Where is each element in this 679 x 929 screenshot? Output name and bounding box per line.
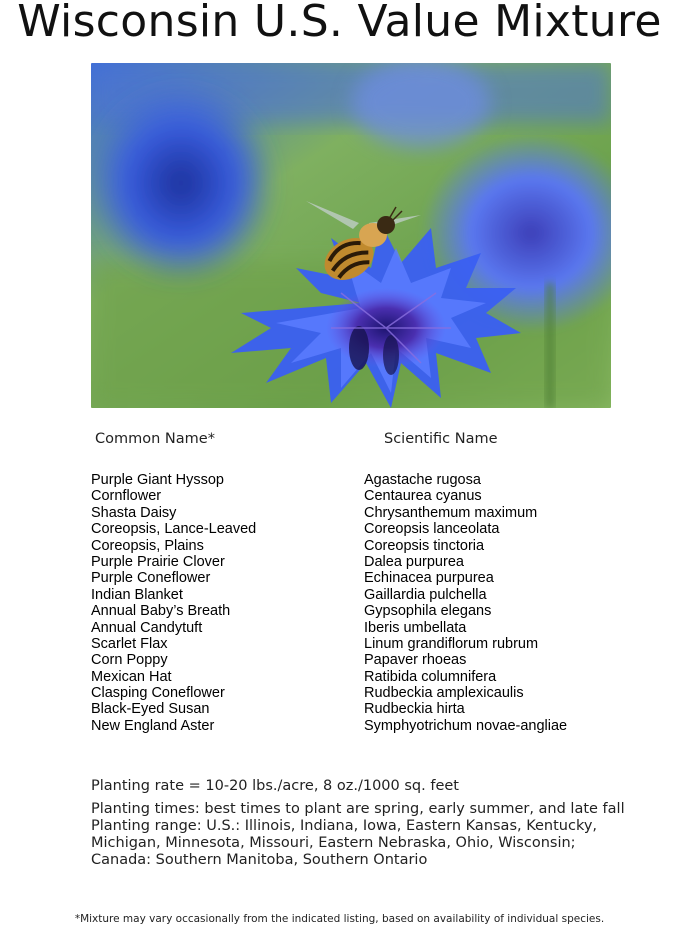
common-name: Purple Giant Hyssop [91, 472, 224, 488]
common-name: Corn Poppy [91, 652, 168, 669]
scientific-name: Coreopsis tinctoria [364, 537, 485, 554]
common-name: Purple Prairie Clover [91, 553, 225, 570]
planting-times: Planting times: best times to plant are spring, early summer, and late fall [91, 801, 625, 817]
common-name: Annual Baby’s Breath [91, 603, 231, 620]
common-name: Cornflower [91, 488, 162, 505]
scientific-name-list [364, 472, 567, 734]
common-name: Clasping Coneflower [91, 685, 225, 702]
common-name: Indian Blanket [91, 586, 183, 603]
scientific-name: Symphyotrichum novae-angliae [364, 717, 568, 734]
common-name-header: Common Name* [95, 431, 215, 447]
planting-info [91, 801, 651, 869]
planting-range-line: Planting range: U.S.: Illinois, Indiana, Iowa, Eastern Kansas, Kentucky, [91, 818, 598, 834]
scientific-name: Linum grandiflorum rubrum [364, 635, 539, 652]
scientific-name: Chrysanthemum maximum [364, 504, 538, 521]
planting-range-line: Canada: Southern Manitoba, Southern Ontario [91, 852, 428, 868]
common-name: Coreopsis, Plains [91, 537, 204, 554]
page-title: Wisconsin U.S. Value Mixture [17, 0, 662, 47]
common-name: New England Aster [91, 717, 215, 734]
scientific-name: Ratibida columnifera [364, 668, 497, 685]
common-name-list [91, 472, 256, 734]
common-name: Scarlet Flax [91, 635, 168, 652]
planting-range-line: Michigan, Minnesota, Missouri, Eastern Nebraska, Ohio, Wisconsin; [91, 835, 576, 851]
scientific-name: Gaillardia pulchella [364, 586, 487, 603]
scientific-name: Papaver rhoeas [364, 652, 467, 669]
common-name: Annual Candytuft [91, 619, 203, 636]
scientific-name: Iberis umbellata [364, 619, 467, 636]
scientific-name: Dalea purpurea [364, 553, 464, 570]
scientific-name: Gypsophila elegans [364, 603, 492, 620]
scientific-name: Agastache rugosa [364, 472, 481, 488]
scientific-name: Coreopsis lanceolata [364, 521, 500, 538]
common-name: Shasta Daisy [91, 504, 177, 521]
common-name: Mexican Hat [91, 668, 172, 685]
bee-on-cornflower-photo [91, 63, 611, 408]
scientific-name: Echinacea purpurea [364, 570, 494, 587]
common-name: Purple Coneflower [91, 570, 211, 587]
footnote: *Mixture may vary occasionally from the indicated listing, based on availability of individual species. [74, 913, 605, 925]
scientific-name: Rudbeckia amplexicaulis [364, 685, 524, 702]
scientific-name: Rudbeckia hirta [364, 701, 465, 718]
scientific-name-header: Scientific Name [384, 431, 498, 447]
common-name: Black-Eyed Susan [91, 701, 210, 718]
common-name: Coreopsis, Lance-Leaved [91, 521, 257, 538]
scientific-name: Centaurea cyanus [364, 488, 482, 505]
planting-rate: Planting rate = 10-20 lbs./acre, 8 oz./1000 sq. feet [91, 778, 459, 794]
